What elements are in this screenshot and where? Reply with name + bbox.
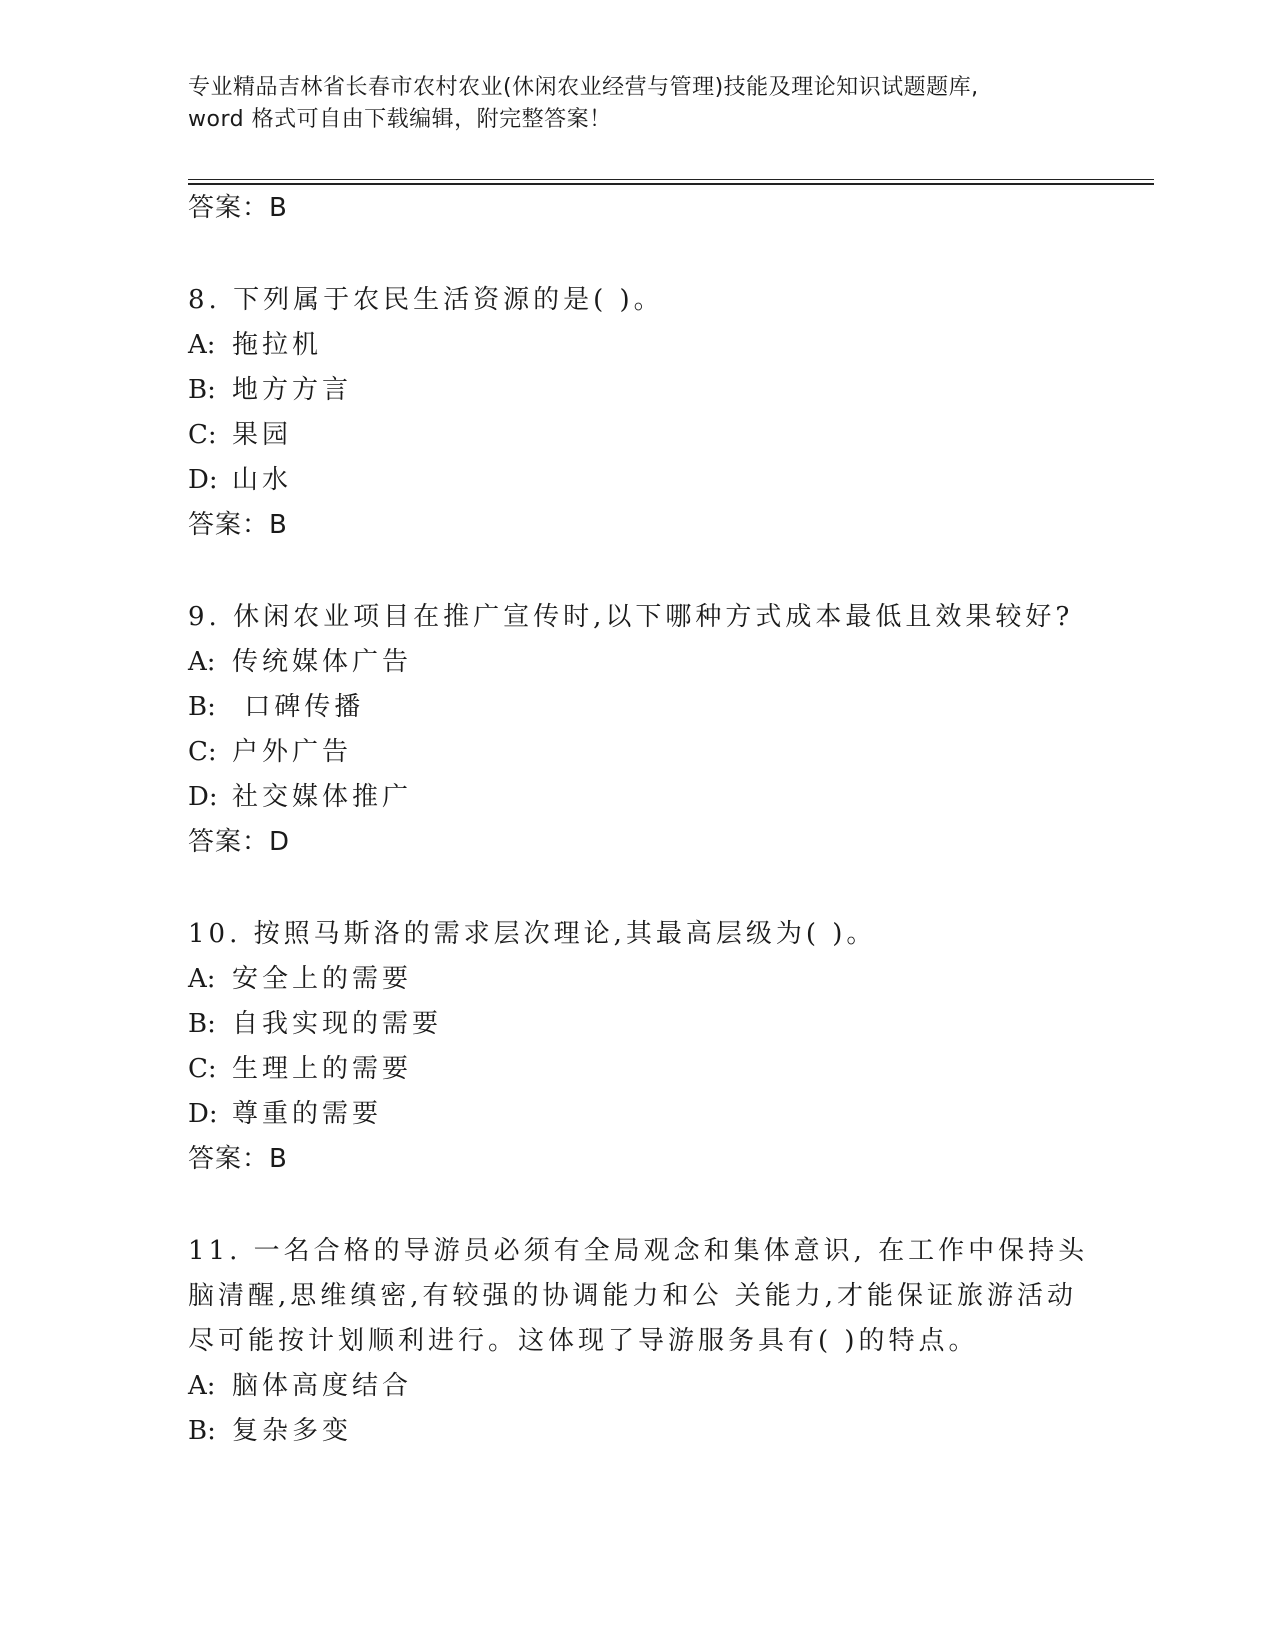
option-text: 复杂多变	[232, 1416, 353, 1446]
option-key: C:	[188, 1054, 217, 1084]
option-b	[188, 1002, 1108, 1047]
option-text: 果园	[232, 420, 293, 450]
option-d	[188, 775, 1108, 820]
option-key: A:	[188, 1371, 216, 1401]
question-item	[188, 1229, 1108, 1454]
option-text: 安全上的需要	[232, 964, 413, 994]
option-c	[188, 413, 1108, 458]
option-key: D:	[188, 782, 218, 812]
option-b	[188, 368, 1108, 413]
question-item	[188, 912, 1108, 1181]
option-d	[188, 458, 1108, 503]
option-d	[188, 1092, 1108, 1137]
header-title-line-2: word 格式可自由下载编辑，附完整答案！	[188, 107, 612, 132]
option-text: 自我实现的需要	[232, 1009, 443, 1039]
option-key: D:	[188, 465, 218, 495]
option-c	[188, 1047, 1108, 1092]
question-list	[188, 186, 1108, 1454]
option-text: 山水	[232, 465, 293, 495]
option-a	[188, 957, 1108, 1002]
option-text: 地方方言	[232, 375, 353, 405]
option-a	[188, 323, 1108, 368]
option-key: C:	[188, 420, 217, 450]
question-text: 10. 按照马斯洛的需求层次理论,其最高层级为( )。	[188, 919, 877, 949]
option-a	[188, 1364, 1108, 1409]
option-text: 社交媒体推广	[232, 782, 413, 812]
answer-line: 答案：B	[188, 193, 288, 223]
option-c	[188, 730, 1108, 775]
option-key: C:	[188, 737, 217, 767]
question-item	[188, 595, 1108, 864]
question-text	[188, 1229, 1108, 1364]
question-text: 8. 下列属于农民生活资源的是( )。	[188, 285, 664, 315]
option-key: B:	[188, 1416, 216, 1446]
option-key: B:	[188, 692, 216, 722]
question-text-line: 脑清醒,思维缜密,有较强的协调能力和公 关能力,才能保证旅游活动	[188, 1281, 1078, 1311]
option-b	[188, 685, 1108, 730]
option-text: 脑体高度结合	[232, 1371, 413, 1401]
option-text: 拖拉机	[232, 330, 323, 360]
option-key: B:	[188, 375, 216, 405]
option-text: 户外广告	[232, 737, 353, 767]
option-text: 生理上的需要	[232, 1054, 413, 1084]
option-text: 口碑传播	[232, 692, 365, 722]
option-b	[188, 1409, 1108, 1454]
option-key: B:	[188, 1009, 216, 1039]
question-item	[188, 278, 1108, 547]
header-divider-thick	[188, 183, 1154, 185]
header-title-line-1: 专业精品吉林省长春市农村农业(休闲农业经营与管理)技能及理论知识试题题库,	[188, 75, 979, 100]
question-text-line: 11. 一名合格的导游员必须有全局观念和集体意识, 在工作中保持头	[188, 1236, 1089, 1266]
option-key: D:	[188, 1099, 218, 1129]
answer-line: 答案：D	[188, 827, 291, 857]
question-text: 9. 休闲农业项目在推广宣传时,以下哪种方式成本最低且效果较好?	[188, 602, 1074, 632]
answer-line: 答案：B	[188, 1144, 288, 1174]
document-header	[188, 72, 1108, 136]
option-key: A:	[188, 330, 216, 360]
option-key: A:	[188, 647, 216, 677]
option-a	[188, 640, 1108, 685]
option-text: 传统媒体广告	[232, 647, 413, 677]
header-divider-thin	[188, 179, 1154, 180]
option-text: 尊重的需要	[232, 1099, 383, 1129]
answer-line: 答案：B	[188, 510, 288, 540]
question-text-line: 尽可能按计划顺利进行。这体现了导游服务具有( )的特点。	[188, 1326, 979, 1356]
option-key: A:	[188, 964, 216, 994]
